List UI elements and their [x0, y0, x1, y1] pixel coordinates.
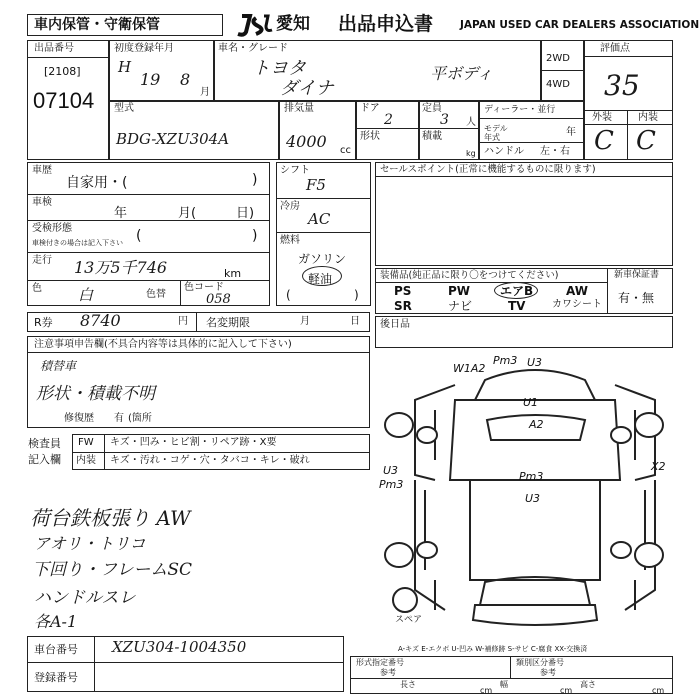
sales-point-box — [375, 162, 673, 266]
receive-close: ) — [252, 228, 258, 244]
capacity-value: 3 — [440, 112, 449, 128]
notes-label: 注意事項申告欄(不具合内容等は具体的に記入して下さい) — [34, 339, 292, 350]
displacement-label: 排気量 — [284, 103, 314, 114]
doors-label: ドア — [360, 103, 380, 114]
model-year-unit: 年 — [566, 127, 576, 138]
inspector-label-1: 検査員 — [28, 437, 61, 450]
receive-note: 車検付きの場合は記入下さい — [32, 239, 123, 247]
recycle-box — [27, 312, 370, 332]
inspection-label: 車検 — [32, 197, 52, 208]
fuel-open: ( — [286, 288, 291, 302]
hw-line-1: 荷台鉄板張り AW — [30, 506, 191, 530]
sales-point-label: セールスポイント(正常に機能するものに限ります) — [380, 164, 596, 175]
dealer-label: ディーラー・並行 — [484, 105, 556, 115]
name-change-label: 名変期限 — [206, 316, 250, 329]
doc-title: 出品申込書 — [338, 13, 434, 35]
ac-value: AC — [308, 210, 331, 228]
capacity-label: 定員 — [422, 103, 442, 114]
recycle-value: 8740 — [80, 311, 121, 330]
association-name: JAPAN USED CAR DEALERS ASSOCIATION — [460, 19, 700, 31]
equipment-aw: AW — [566, 284, 588, 298]
score-value: 35 — [604, 69, 640, 102]
equipment-airbag: エアB — [500, 284, 534, 298]
repair-value: 有 — [114, 413, 124, 424]
notes-line-2: 形状・積載不明 — [36, 384, 155, 404]
chassis-label: 車台番号 — [34, 643, 78, 656]
fuel-alt-circle — [302, 266, 342, 286]
inspection-day: 日) — [236, 206, 255, 221]
equipment-leather: カワシート — [552, 299, 602, 310]
spare-label: スペア — [395, 615, 423, 625]
score-ext: C — [594, 126, 614, 156]
fuel-value: ガソリン — [298, 252, 347, 266]
receive-open: ( — [136, 228, 142, 244]
score-int-label: 内装 — [638, 112, 658, 123]
equipment-navi: ナビ — [448, 299, 473, 313]
mark-front-3: U3 — [527, 356, 543, 369]
jaa-logo — [236, 12, 274, 38]
color-change-label: 色替 — [146, 289, 166, 300]
capacity-unit: 人 — [466, 117, 476, 128]
hw-line-4: ハンドルスレ — [34, 588, 136, 608]
inspection-year: 年 — [114, 206, 128, 221]
spec-r1: 形式指定番号 — [356, 658, 404, 667]
mark-bed-1: Pm3 — [519, 470, 544, 483]
fuel-alt: 軽油 — [308, 272, 333, 286]
mark-front-1: W1A2 — [453, 362, 486, 375]
spec-hei: 高さ — [580, 680, 596, 689]
shape-label: 形状 — [360, 131, 380, 142]
handle-value: 左・右 — [540, 146, 570, 157]
equipment-tv: TV — [508, 299, 526, 313]
score-int: C — [636, 126, 656, 156]
spec-wid: 幅 — [500, 680, 508, 689]
name-change-day: 日 — [350, 316, 360, 327]
mark-hood-2: A2 — [529, 418, 544, 431]
lot-number: 07104 — [33, 88, 95, 113]
history-close: ) — [252, 172, 258, 188]
hw-line-5: 各A-1 — [34, 612, 78, 631]
registration-month: 8 — [180, 70, 191, 89]
mileage-value: 13万5千746 — [74, 258, 168, 277]
mileage-unit: km — [224, 267, 242, 280]
history-value: 自家用・( — [66, 175, 128, 191]
equipment-ps: PS — [394, 284, 412, 298]
car-model: ダイナ — [280, 78, 334, 99]
storage-label: 車内保管・守衛保管 — [34, 17, 160, 33]
load-unit: kg — [466, 149, 476, 158]
spec-wid-cm: cm — [560, 686, 573, 695]
color-value: 白 — [78, 286, 94, 304]
mark-left-2: Pm3 — [379, 478, 404, 491]
score-ext-label: 外装 — [592, 112, 612, 123]
hw-line-2: アオリ・トリコ — [34, 534, 146, 553]
registration-year: 19 — [140, 70, 161, 89]
mark-bed-2: U3 — [525, 492, 541, 505]
mark-right-1: X2 — [651, 460, 666, 473]
shift-value: F5 — [306, 176, 326, 194]
mark-front-2: Pm3 — [493, 354, 518, 367]
registration-month-suffix: 月 — [200, 87, 210, 98]
spec-r2: 類別区分番号 — [516, 658, 564, 667]
spec-r1-note: 参考 — [380, 668, 396, 677]
displacement-value: 4000 — [286, 132, 327, 151]
model-year-label: モデル年式 — [484, 124, 508, 142]
repair-label: 修復歴 — [64, 413, 94, 424]
registration-era: H — [118, 58, 132, 76]
fuel-close: ) — [354, 288, 359, 302]
inspection-month: 月( — [178, 206, 197, 221]
car-label: 車名・グレード — [218, 43, 288, 54]
type-value: BDG-XZU304A — [116, 130, 230, 148]
repair-part: (箇所 — [128, 413, 152, 424]
equipment-airbag-circle — [494, 282, 538, 299]
fuel-label: 燃料 — [280, 235, 300, 246]
mark-left-1: U3 — [383, 464, 399, 477]
equipment-label: 装備品(純正品に限り〇をつけてください) — [380, 270, 559, 281]
hw-line-3: 下回り・フレームSC — [32, 560, 192, 580]
shift-label: シフト — [280, 165, 310, 176]
lot-code: [2108] — [44, 65, 81, 78]
org-name: 愛知 — [276, 14, 310, 34]
mileage-label: 走行 — [32, 255, 52, 266]
color-code-label: 色コード — [184, 282, 224, 293]
name-change-month: 月 — [300, 316, 310, 327]
inspector-fw-items: キズ・凹み・ヒビ割・リペア跡・X要 — [110, 437, 277, 448]
notes-line-1: 積替車 — [40, 359, 77, 373]
doors-value: 2 — [384, 112, 393, 128]
equipment-sr: SR — [394, 299, 412, 313]
ac-label: 冷房 — [280, 201, 300, 212]
car-grade: 平ボディ — [430, 64, 493, 83]
spec-hei-cm: cm — [652, 686, 665, 695]
color-label: 色 — [32, 283, 42, 294]
receive-label: 受検形態 — [32, 223, 72, 234]
manual-label: 新車保証書 — [614, 270, 660, 280]
score-label: 評価点 — [600, 43, 630, 54]
reg-no-label: 登録番号 — [34, 671, 78, 684]
load-label: 積載 — [422, 131, 442, 142]
inspector-in-items: キズ・汚れ・コゲ・穴・タバコ・キレ・破れ — [110, 455, 310, 466]
manual-value: 有・無 — [618, 291, 655, 305]
later-docs-label: 後日品 — [380, 319, 410, 330]
chassis-value: XZU304-1004350 — [112, 638, 247, 656]
inspector-in: 内装 — [76, 455, 96, 466]
lot-label: 出品番号 — [34, 43, 74, 54]
diagram-legend: A-キズ E-エクボ U-凹み W-補修跡 S-サビ C-腐食 XX-交換済 — [398, 645, 588, 653]
handle-label: ハンドル — [484, 146, 524, 157]
equipment-pw: PW — [448, 284, 471, 298]
color-code: 058 — [206, 292, 231, 307]
history-label: 車歴 — [32, 165, 52, 176]
car-maker: トヨタ — [252, 58, 306, 79]
spec-len: 長さ — [400, 680, 416, 689]
drive-2wd: 2WD — [546, 53, 570, 64]
spec-r2-note: 参考 — [540, 668, 556, 677]
history-block — [27, 162, 270, 306]
later-docs-box — [375, 316, 673, 348]
inspector-label-2: 記入欄 — [28, 453, 61, 466]
drive-4wd: 4WD — [546, 79, 570, 90]
displacement-unit: cc — [340, 145, 351, 156]
mark-hood-1: U1 — [523, 396, 539, 409]
spec-len-cm: cm — [480, 686, 493, 695]
damage-diagram — [375, 350, 673, 640]
recycle-label: R券 — [34, 316, 53, 329]
registration-label: 初度登録年月 — [114, 43, 174, 54]
recycle-unit: 円 — [178, 316, 188, 327]
type-label: 型式 — [114, 103, 134, 114]
inspector-fw: FW — [78, 437, 94, 448]
